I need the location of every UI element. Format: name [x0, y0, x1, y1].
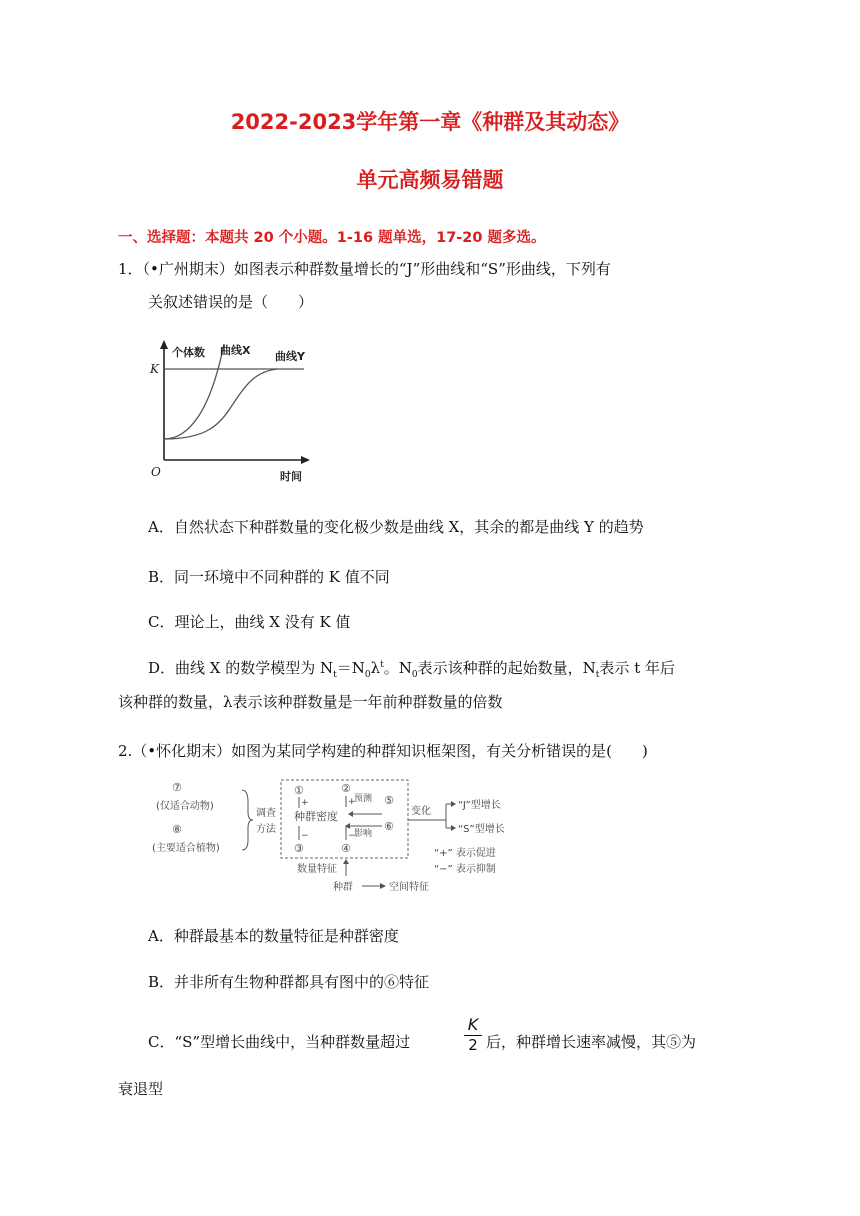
curve-y-label: 曲线Y [275, 350, 305, 363]
q1-option-a: A．自然状态下种群数量的变化极少数是曲线 X，其余的都是曲线 Y 的趋势 [148, 518, 644, 536]
q1-option-d-sub-t1: t [333, 670, 337, 680]
document-subtitle: 单元高频易错题 [356, 168, 504, 192]
origin-label: O [151, 465, 161, 479]
method-label-1: 调查 [256, 808, 276, 819]
q1-option-d-text-a: D．曲线 X 的数学模型为 N [148, 659, 334, 677]
method-brace [242, 790, 253, 850]
minus-2: − [348, 831, 356, 841]
q1-option-d-line2: 该种群的数量，λ表示该种群数量是一年前种群数量的倍数 [118, 693, 503, 711]
circle-5: ⑤ [384, 794, 394, 807]
n7-note: (仅适合动物) [156, 801, 214, 812]
x-axis-label: 时间 [280, 470, 302, 483]
plus-2: + [348, 797, 356, 807]
k-label: K [150, 362, 159, 376]
q2-option-a: A．种群最基本的数量特征是种群密度 [148, 927, 399, 945]
q1-option-d-lambda: λ [370, 659, 381, 677]
x-axis-arrow [301, 456, 310, 464]
q2-option-c-line2: 衰退型 [118, 1080, 164, 1098]
curve-x-label: 曲线X [220, 344, 251, 357]
n8-label: ⑧ [172, 823, 182, 836]
q1-option-c: C．理论上，曲线 X 没有 K 值 [148, 613, 351, 631]
center-density: 种群密度 [294, 810, 338, 823]
y-axis-label: 个体数 [172, 346, 205, 359]
influence-label: 影响 [354, 829, 373, 839]
q1-option-d-line1 [148, 657, 675, 680]
q1-option-d-eq: ＝N [336, 659, 365, 677]
section-heading: 一、选择题：本题共 20 个小题。1-16 题单选，17-20 题多选。 [118, 230, 546, 246]
q1-stem-line2: 关叙述错误的是（ ） [148, 293, 314, 311]
y-axis-arrow [160, 340, 168, 349]
q2-framework-figure [150, 776, 530, 896]
legend-minus: “−” 表示抑制 [434, 864, 496, 875]
q2-option-c-part1: C．“S”型增长曲线中，当种群数量超过 [148, 1033, 411, 1051]
plus-1: + [301, 798, 309, 808]
minus-1: − [301, 831, 309, 841]
j-growth-label: “J”型增长 [458, 800, 501, 811]
change-label: 变化 [411, 806, 431, 817]
legend-plus: “+” 表示促进 [434, 848, 496, 859]
n8-note: (主要适合植物) [152, 843, 220, 854]
circle-3: ③ [294, 842, 304, 855]
spatial-feature-label: 空间特征 [389, 882, 429, 893]
circle-2: ② [341, 782, 351, 795]
q1-option-d-sub-0a: 0 [364, 670, 371, 680]
fraction-numerator: K [467, 1015, 479, 1034]
q1-stem-line1: 1．（•广州期末）如图表示种群数量增长的“J”形曲线和“S”形曲线，下列有 [118, 260, 611, 278]
q2-option-b: B．并非所有生物种群都具有图中的⑥特征 [148, 973, 430, 991]
circle-4: ④ [341, 842, 351, 855]
q2-option-c-part2: 后，种群增长速率减慢，其⑤为 [486, 1033, 697, 1051]
predict-label: 预测 [354, 794, 373, 804]
q1-option-d-rest1: 表示该种群的起始数量，N [417, 659, 596, 677]
q1-option-d-sup-t: t [380, 660, 384, 670]
method-label-2: 方法 [256, 824, 276, 835]
q1-option-d-sub-t2: t [595, 670, 600, 680]
q1-option-b: B．同一环境中不同种群的 K 值不同 [148, 568, 390, 586]
q1-option-d-mid: 。N [383, 659, 412, 677]
circle-6: ⑥ [384, 820, 394, 833]
q1-option-d-rest2: 表示 t 年后 [599, 659, 675, 677]
q2-stem: 2.（•怀化期末）如图为某同学构建的种群知识框架图，有关分析错误的是( ) [118, 742, 648, 760]
n7-label: ⑦ [172, 781, 182, 794]
s-growth-label: “S”型增长 [458, 824, 505, 835]
circle-1: ① [294, 784, 304, 797]
quantity-feature-label: 数量特征 [297, 864, 337, 875]
document-title: 2022-2023学年第一章《种群及其动态》 [230, 110, 630, 134]
curve-y [164, 369, 278, 439]
fraction-k-over-2 [462, 1016, 484, 1054]
fraction-denominator: 2 [468, 1036, 478, 1054]
q1-growth-curve-figure [148, 338, 318, 488]
q1-option-d-sub-0b: 0 [411, 670, 418, 680]
population-label: 种群 [333, 882, 353, 893]
